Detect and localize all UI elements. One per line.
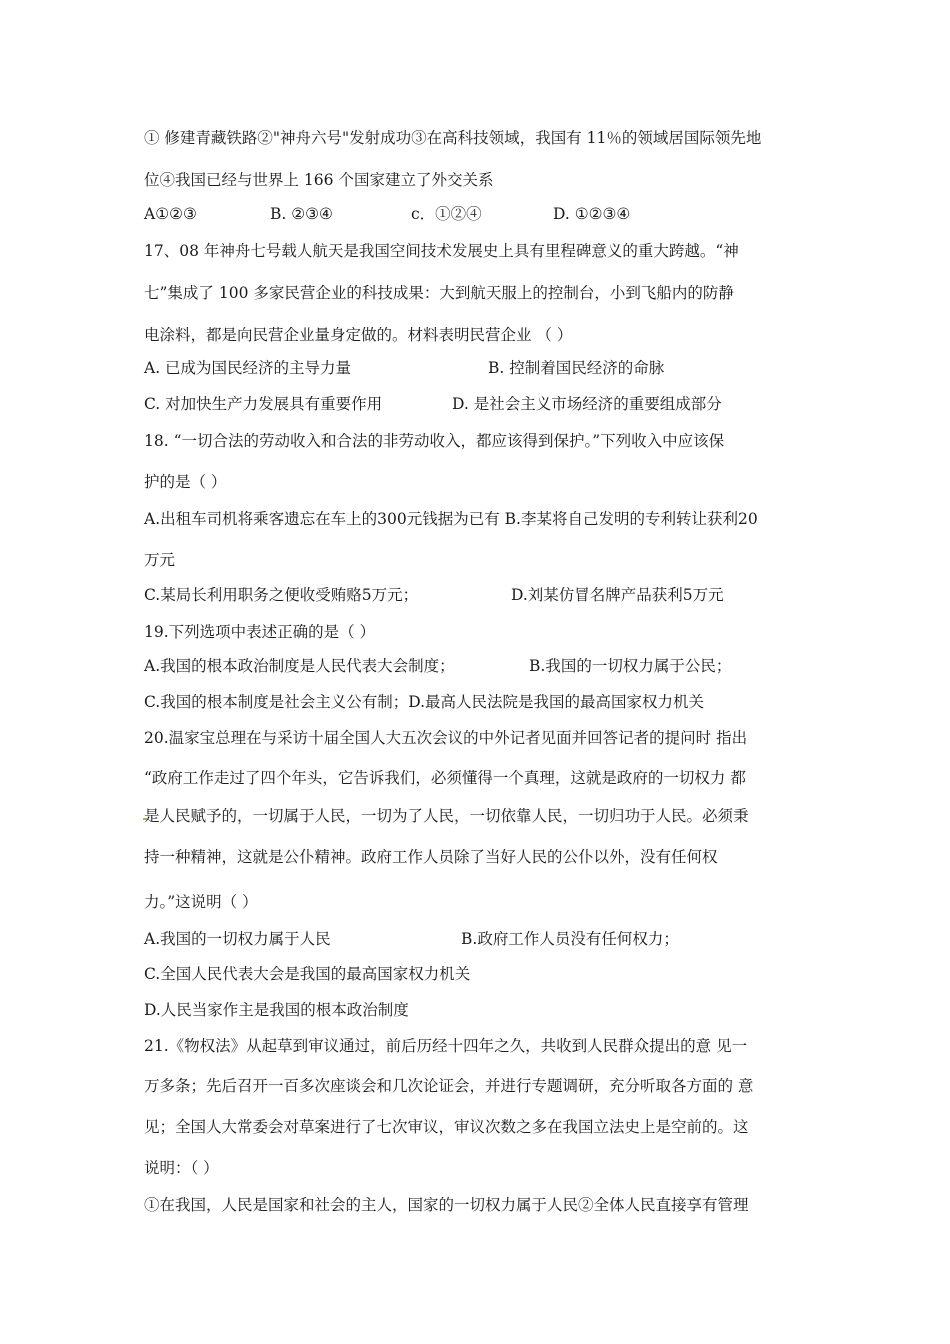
q20-stem-line-5: 力。”这说明（ ） — [144, 893, 258, 911]
q17-stem-line-3: 电涂料，都是向民营企业量身定做的。材料表明民营企业 （ ） — [144, 326, 573, 344]
q16-option-c: c．①②④ — [411, 205, 482, 223]
q20-stem-line-2: “政府工作走过了四个年头，它告诉我们，必须懂得一个真理，这就是政府的一切权力 都 — [144, 769, 746, 787]
q21-stem-line-1: 21.《物权法》从起草到审议通过，前后历经十四年之久，共收到人民群众提出的意 见一 — [144, 1037, 748, 1055]
q20-option-c: C.全国人民代表大会是我国的最高国家权力机关 — [144, 965, 471, 983]
q16-statement-line-1: ① 修建青藏铁路②"神舟六号"发射成功③在高科技领域，我国有 11％的领域居国际领先地 — [144, 129, 762, 147]
q21-statement-line-1: ①在我国，人民是国家和社会的主人，国家的一切权力属于人民②全体人民直接享有管理 — [144, 1196, 749, 1214]
q19-option-b: B.我国的一切权力属于公民； — [529, 657, 732, 675]
q19-options-c-d: C.我国的根本制度是社会主义公有制；D.最高人民法院是我国的最高国家权力机关 — [144, 693, 705, 711]
q16-option-a: A①②③ — [144, 205, 197, 223]
q18-options-a-b: A.出租车司机将乘客遗忘在车上的300元钱据为已有 B.李某将自己发明的专利转让获利20 — [144, 510, 758, 528]
q16-option-d: D. ①②③④ — [553, 205, 631, 223]
q19-option-a: A.我国的根本政治制度是人民代表大会制度； — [144, 657, 455, 675]
q20-stem-line-4: 持一种精神，这就是公仆精神。政府工作人员除了当好人民的公仆以外，没有任何权 — [144, 848, 718, 866]
q18-option-d: D.刘某仿冒名牌产品获利5万元 — [511, 586, 724, 604]
q18-stem-line-1: 18. “一切合法的劳动收入和合法的非劳动收入，都应该得到保护。”下列收入中应该保 — [144, 432, 725, 450]
q19-stem: 19.下列选项中表述正确的是（ ） — [144, 623, 376, 641]
q20-stem-line-1: 20.温家宝总理在与采访十届全国人大五次会议的中外记者见面并回答记者的提问时 指出 — [144, 729, 748, 747]
q20-option-d: D.人民当家作主是我国的根本政治制度 — [144, 1001, 409, 1019]
q21-stem-line-4: 说明：（ ） — [144, 1159, 219, 1177]
q17-option-c: C. 对加快生产力发展具有重要作用 — [144, 395, 383, 413]
q21-stem-line-2: 万多条；先后召开一百多次座谈会和几次论证会，并进行专题调研，充分听取各方面的 意 — [144, 1077, 754, 1095]
q21-stem-line-3: 见；全国人大常委会对草案进行了七次审议，审议次数之多在我国立法史上是空前的。这 — [144, 1118, 749, 1136]
q17-option-b: B. 控制着国民经济的命脉 — [488, 359, 665, 377]
q18-option-c: C.某局长利用职务之便收受贿赂5万元； — [144, 586, 419, 604]
q18-stem-line-2: 护的是（ ） — [144, 473, 227, 491]
q17-option-a: A. 已成为国民经济的主导力量 — [144, 359, 352, 377]
q16-option-b: B. ②③④ — [270, 205, 333, 223]
q18-option-b-continued: 万元 — [144, 551, 176, 569]
q17-option-d: D. 是社会主义市场经济的重要组成部分 — [452, 395, 722, 413]
q17-stem-line-2: 七”集成了 100 多家民营企业的科技成果：大到航天服上的控制台，小到飞船内的防静 — [144, 284, 734, 302]
q20-stem-line-3: 是人民赋予的，一切属于人民，一切为了人民，一切依靠人民，一切归功于人民。必须秉 — [144, 807, 749, 825]
q20-option-b: B.政府工作人员没有任何权力； — [461, 930, 679, 948]
q17-stem-line-1: 17、08 年神舟七号载人航天是我国空间技术发展史上具有里程碑意义的重大跨越。“神 — [144, 242, 739, 260]
q20-option-a: A.我国的一切权力属于人民 — [144, 930, 331, 948]
q16-statement-line-2: 位④我国已经与世界上 166 个国家建立了外交关系 — [144, 171, 494, 189]
